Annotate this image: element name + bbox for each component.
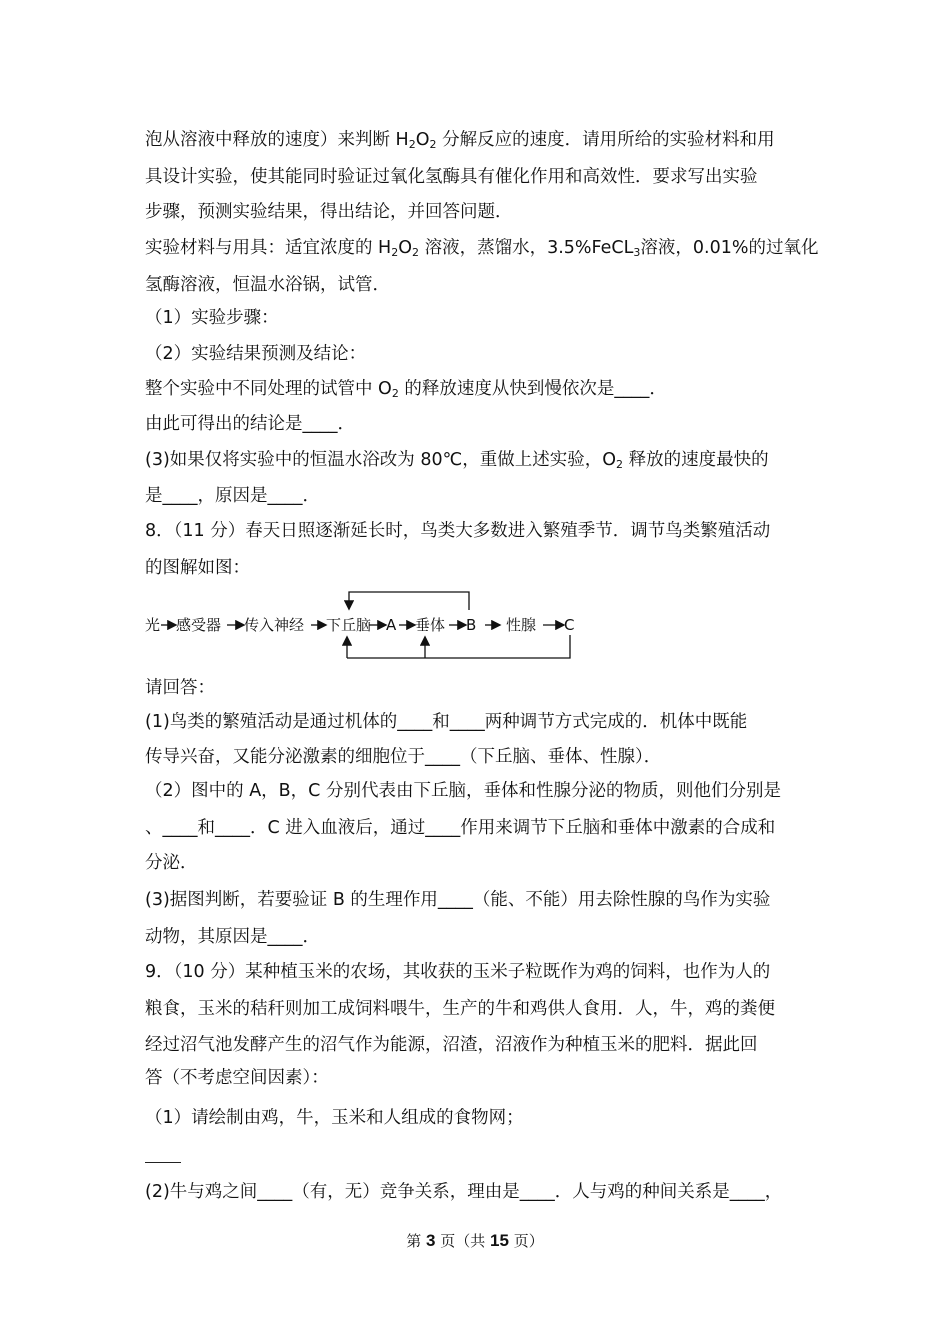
text-run: O: [415, 130, 430, 150]
text-run: 答（不考虑空间因素）：: [145, 1068, 329, 1088]
text-run: 释放的速度最快的: [623, 450, 769, 470]
text-line: [145, 200, 513, 224]
text-line: [145, 484, 320, 508]
text-line: [145, 273, 390, 297]
text-run: 是____，原因是____．: [145, 486, 320, 506]
text-run: (1)鸟类的繁殖活动是通过机体的____和____两种调节方式完成的．机体中既能: [145, 712, 748, 732]
footer-middle: 页（共: [435, 1232, 491, 1250]
text-line: [145, 816, 775, 840]
text-run: 粮食，玉米的秸秆则加工成饲料喂牛，生产的牛和鸡供人食用．人，牛，鸡的粪便: [145, 999, 775, 1019]
text-run: O: [398, 238, 413, 258]
total-pages: 15: [490, 1231, 509, 1250]
subscript: 2: [391, 387, 399, 400]
text-line: [145, 1180, 782, 1204]
text-run: 具设计实验，使其能同时验证过氧化氢酶具有催化作用和高效性．要求写出实验: [145, 167, 758, 187]
text-run: 溶液，蒸馏水，3.5%FeCL: [419, 238, 634, 258]
text-run: 分泌．: [145, 853, 198, 873]
text-line: [145, 1106, 524, 1130]
text-line: [145, 745, 661, 769]
text-line: [145, 710, 747, 734]
footer-prefix: 第: [406, 1232, 427, 1250]
text-line: [145, 377, 667, 401]
node-c: C: [564, 616, 575, 634]
text-run: 9．（10 分）某种植玉米的农场，其收获的玉米子粒既作为鸡的饲料，也作为人的: [145, 962, 771, 982]
page-footer: [0, 1230, 950, 1251]
node-b: B: [466, 616, 477, 634]
text-run: 实验材料与用具：适宜浓度的 H: [145, 238, 392, 258]
text-run: 动物，其原因是____．: [145, 927, 320, 947]
text-run: 的释放速度从快到慢依次是____．: [398, 379, 667, 399]
subscript: 2: [616, 458, 624, 471]
text-line: [145, 1066, 329, 1090]
text-line: [145, 676, 215, 700]
subscript: 2: [412, 246, 420, 259]
text-run: 泡从溶液中释放的速度）来判断 H: [145, 130, 409, 150]
text-line: [145, 412, 355, 436]
text-line: [145, 1033, 758, 1057]
text-line: [145, 519, 770, 543]
text-line: [145, 960, 770, 984]
node-gonad: 性腺: [506, 616, 537, 634]
text-run: 请回答：: [145, 678, 215, 698]
node-light: 光: [145, 616, 161, 634]
subscript: 2: [429, 138, 437, 151]
node-receptor: 感受器: [176, 616, 222, 634]
text-run: 氢酶溶液，恒温水浴锅，试管．: [145, 275, 390, 295]
text-line: [145, 779, 781, 803]
text-run: 整个实验中不同处理的试管中 O: [145, 379, 392, 399]
node-pituitary: 垂体: [415, 616, 446, 634]
subscript: 2: [391, 246, 399, 259]
text-run: 由此可得出的结论是____．: [145, 414, 355, 434]
feedback-b-to-hypothalamus: [349, 592, 469, 610]
footer-suffix: 页）: [508, 1232, 544, 1250]
text-run: (3)据图判断，若要验证 B 的生理作用____（能、不能）用去除性腺的鸟作为实验: [145, 890, 771, 910]
text-line: [145, 556, 250, 580]
text-line: [145, 165, 758, 189]
node-a: A: [386, 616, 397, 634]
text-run: （1）实验步骤：: [145, 308, 279, 328]
text-line: [145, 851, 198, 875]
text-run: 的图解如图：: [145, 558, 250, 578]
text-line: [145, 342, 366, 366]
answer-blank-line: [145, 1162, 181, 1163]
text-line: [145, 128, 775, 152]
text-line: [145, 448, 769, 472]
page-number: 3: [426, 1231, 436, 1250]
text-run: （1）请绘制由鸡，牛，玉米和人组成的食物网；: [145, 1108, 524, 1128]
text-run: 溶液，0.01%的过氧化: [640, 238, 819, 258]
text-run: (2)牛与鸡之间____（有，无）竞争关系，理由是____．人与鸡的种间关系是____，: [145, 1182, 783, 1202]
text-line: [145, 236, 818, 260]
text-line: [145, 925, 320, 949]
text-run: 传导兴奋，又能分泌激素的细胞位于____（下丘脑、垂体、性腺）．: [145, 747, 662, 767]
subscript: 3: [633, 246, 641, 259]
text-run: （2）实验结果预测及结论：: [145, 344, 367, 364]
text-run: 、____和____．C 进入血液后，通过____作用来调节下丘脑和垂体中激素的合成和: [145, 818, 776, 838]
text-run: 8．（11 分）春天日照逐渐延长时，鸟类大多数进入繁殖季节．调节鸟类繁殖活动: [145, 521, 771, 541]
node-hypothalamus: 下丘脑: [326, 616, 372, 634]
node-afferent-nerve: 传入神经: [244, 616, 305, 634]
subscript: 2: [408, 138, 416, 151]
text-line: [145, 997, 775, 1021]
text-run: (3)如果仅将实验中的恒温水浴改为 80℃，重做上述实验，O: [145, 450, 617, 470]
text-run: （2）图中的 A，B，C 分别代表由下丘脑，垂体和性腺分泌的物质，则他们分别是: [145, 781, 781, 801]
feedback-c-line: [347, 635, 570, 658]
reproduction-regulation-diagram: [143, 588, 583, 660]
text-run: 分解反应的速度．请用所给的实验材料和用: [436, 130, 775, 150]
text-line: [145, 306, 279, 330]
text-run: 步骤，预测实验结果，得出结论，并回答问题．: [145, 202, 513, 222]
text-run: 经过沼气池发酵产生的沼气作为能源，沼渣，沼液作为种植玉米的肥料．据此回: [145, 1035, 758, 1055]
text-line: [145, 888, 770, 912]
